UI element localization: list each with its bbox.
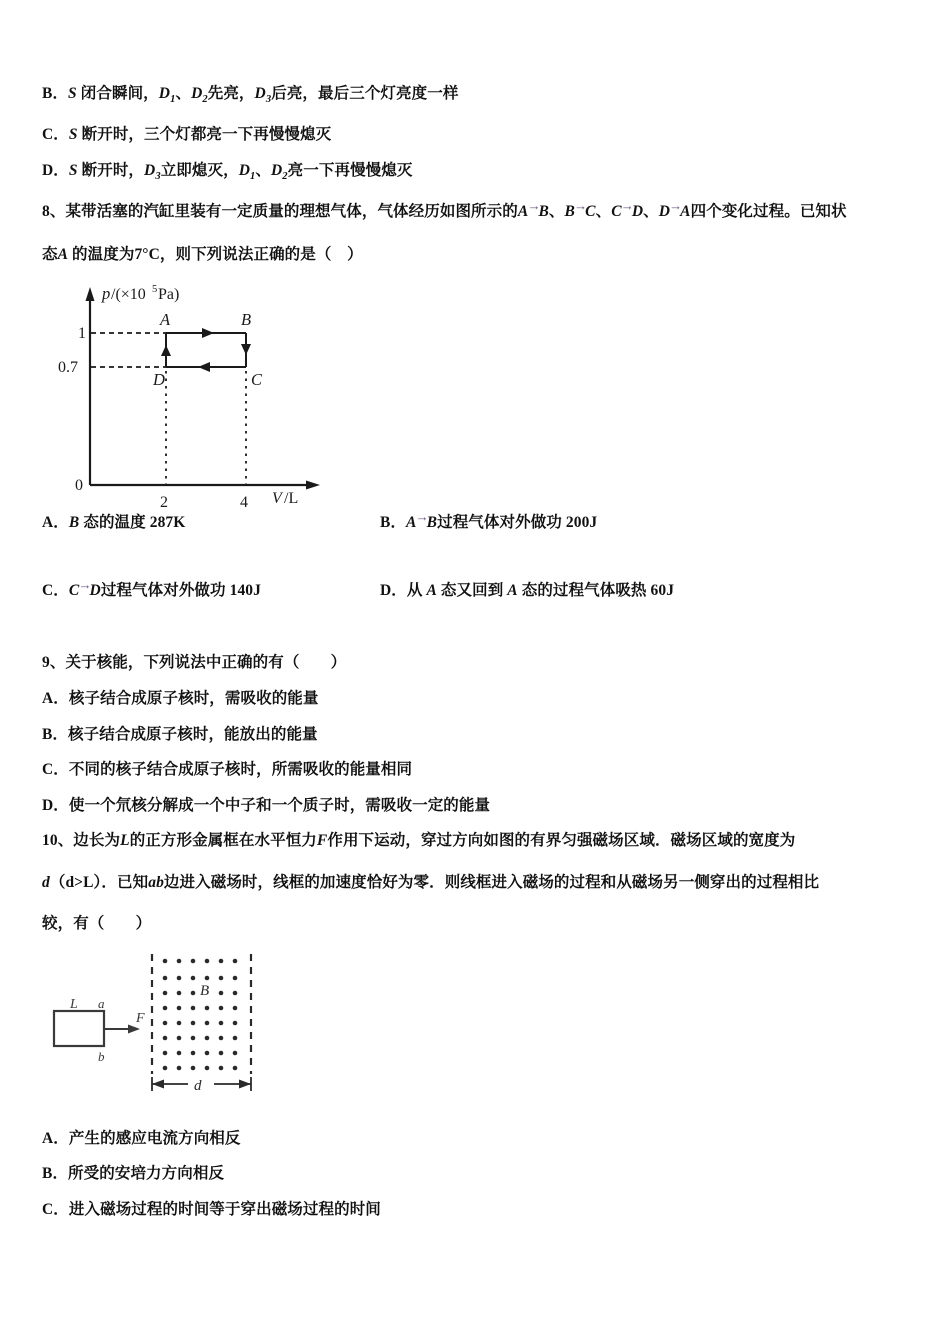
page-content xyxy=(42,86,922,1237)
question8-option-a: A．B 态的温度 287K xyxy=(42,513,186,531)
question9-option-b: B．核子结合成原子核时，能放出的能量 xyxy=(42,725,318,743)
q7-option-c-text: 断开时，三个灯都亮一下再慢慢熄灭 xyxy=(81,125,332,143)
svg-text:5: 5 xyxy=(152,283,158,295)
question9-option-a: A．核子结合成原子核时，需吸收的能量 xyxy=(42,690,319,708)
svg-text:a: a xyxy=(98,995,105,1011)
svg-text:b: b xyxy=(98,1048,105,1064)
svg-text:1: 1 xyxy=(78,324,86,342)
pv-diagram-svg xyxy=(58,275,358,511)
svg-text:C: C xyxy=(251,369,263,389)
svg-text:B: B xyxy=(241,309,252,329)
q7-option-d-label: D． xyxy=(42,162,69,180)
bfield-diagram-svg xyxy=(48,948,338,1113)
svg-text:0: 0 xyxy=(75,476,83,494)
question10-option-c: C．进入磁场过程的时间等于穿出磁场过程的时间 xyxy=(42,1200,381,1218)
svg-text:D: D xyxy=(153,369,165,389)
pv-diagram-figure xyxy=(58,275,358,511)
svg-text:d: d xyxy=(194,1077,202,1094)
process-arrow-icon: → xyxy=(527,197,540,213)
process-arrow-icon: → xyxy=(669,197,682,213)
question10-option-a: A．产生的感应电流方向相反 xyxy=(42,1129,241,1147)
question9-block xyxy=(42,655,922,814)
svg-text:V: V xyxy=(272,489,282,507)
question10-stem-line2: d（d>L）．已知ab边进入磁场时，线框的加速度恰好为零．则线框进入磁场的过程和从磁场另一侧穿出的过程相比 xyxy=(42,873,820,891)
svg-text:Pa): Pa) xyxy=(158,285,180,303)
bfield-diagram-figure xyxy=(48,948,338,1113)
question9-option-d: D．使一个氘核分解成一个中子和一个质子时，需吸收一定的能量 xyxy=(42,796,491,814)
q7-option-d: D．S 断开时，$D_3$立即熄灭，$D_1$、$D_2$亮一下再慢慢熄灭 xyxy=(42,162,413,183)
question7-options-block xyxy=(42,86,922,183)
question10-stem-line1: 10、边长为L的正方形金属框在水平恒力F作用下运动，穿过方向如图的有界匀强磁场区域．磁场区域的宽度为 xyxy=(42,832,796,850)
question9-option-c: C．不同的核子结合成原子核时，所需吸收的能量相同 xyxy=(42,761,413,779)
svg-text:0.7: 0.7 xyxy=(58,358,78,376)
q7-option-b: B．S 闭合瞬间，$D_1$、$D_2$先亮，$D_3$后亮，最后三个灯亮度一样 xyxy=(42,85,459,106)
question10-option-b: B．所受的安培力方向相反 xyxy=(42,1165,225,1183)
question8-stem-line2: 态A 的温度为7°C，则下列说法正确的是（ ） xyxy=(42,246,363,264)
question10-options-block xyxy=(42,1131,922,1218)
q7-option-b-label: B． xyxy=(42,85,69,102)
question8-option-d: D．从 A 态又回到 A 态的过程气体吸热 60J xyxy=(380,581,675,599)
svg-text:F: F xyxy=(136,1010,145,1026)
question8-option-b: B．A→B过程气体对外做功 200J xyxy=(380,508,598,531)
question9-stem: 9、关于核能，下列说法中正确的有（ ） xyxy=(42,653,347,671)
question8-option-row-1 xyxy=(42,508,922,535)
svg-text:A: A xyxy=(160,309,171,329)
svg-text:4: 4 xyxy=(240,493,248,511)
question10-block xyxy=(42,833,922,932)
question8-option-c: C．C→D过程气体对外做功 140J xyxy=(42,576,261,599)
svg-text:2: 2 xyxy=(160,493,168,511)
question8-number: 8、 xyxy=(42,202,66,220)
svg-text:L: L xyxy=(70,996,78,1012)
svg-text:/(×10: /(×10 xyxy=(111,285,146,303)
process-arrow-icon: → xyxy=(573,197,587,213)
q7-option-c: C．S 断开时，三个灯都亮一下再慢慢熄灭 xyxy=(42,125,332,143)
process-arrow-icon: → xyxy=(78,576,91,592)
question8-stem xyxy=(42,197,922,264)
question8-option-row-2 xyxy=(42,576,922,603)
q7-option-b-text: 闭合瞬间， xyxy=(80,85,159,102)
svg-text:p: p xyxy=(102,283,111,303)
field-dot-grid xyxy=(163,958,238,1070)
q7-option-c-label: C． xyxy=(42,125,69,143)
svg-text:B: B xyxy=(200,982,210,999)
question10-stem-line3: 较，有（ ） xyxy=(42,915,152,933)
svg-text:/L: /L xyxy=(284,489,299,507)
process-arrow-icon: → xyxy=(415,508,428,524)
question8-stem-line1: 8、某带活塞的汽缸里装有一定质量的理想气体，气体经历如图所示的A→B、B→C、C→D、D→A四个变化过程。已知状 xyxy=(42,197,847,220)
process-arrow-icon: → xyxy=(620,197,633,213)
